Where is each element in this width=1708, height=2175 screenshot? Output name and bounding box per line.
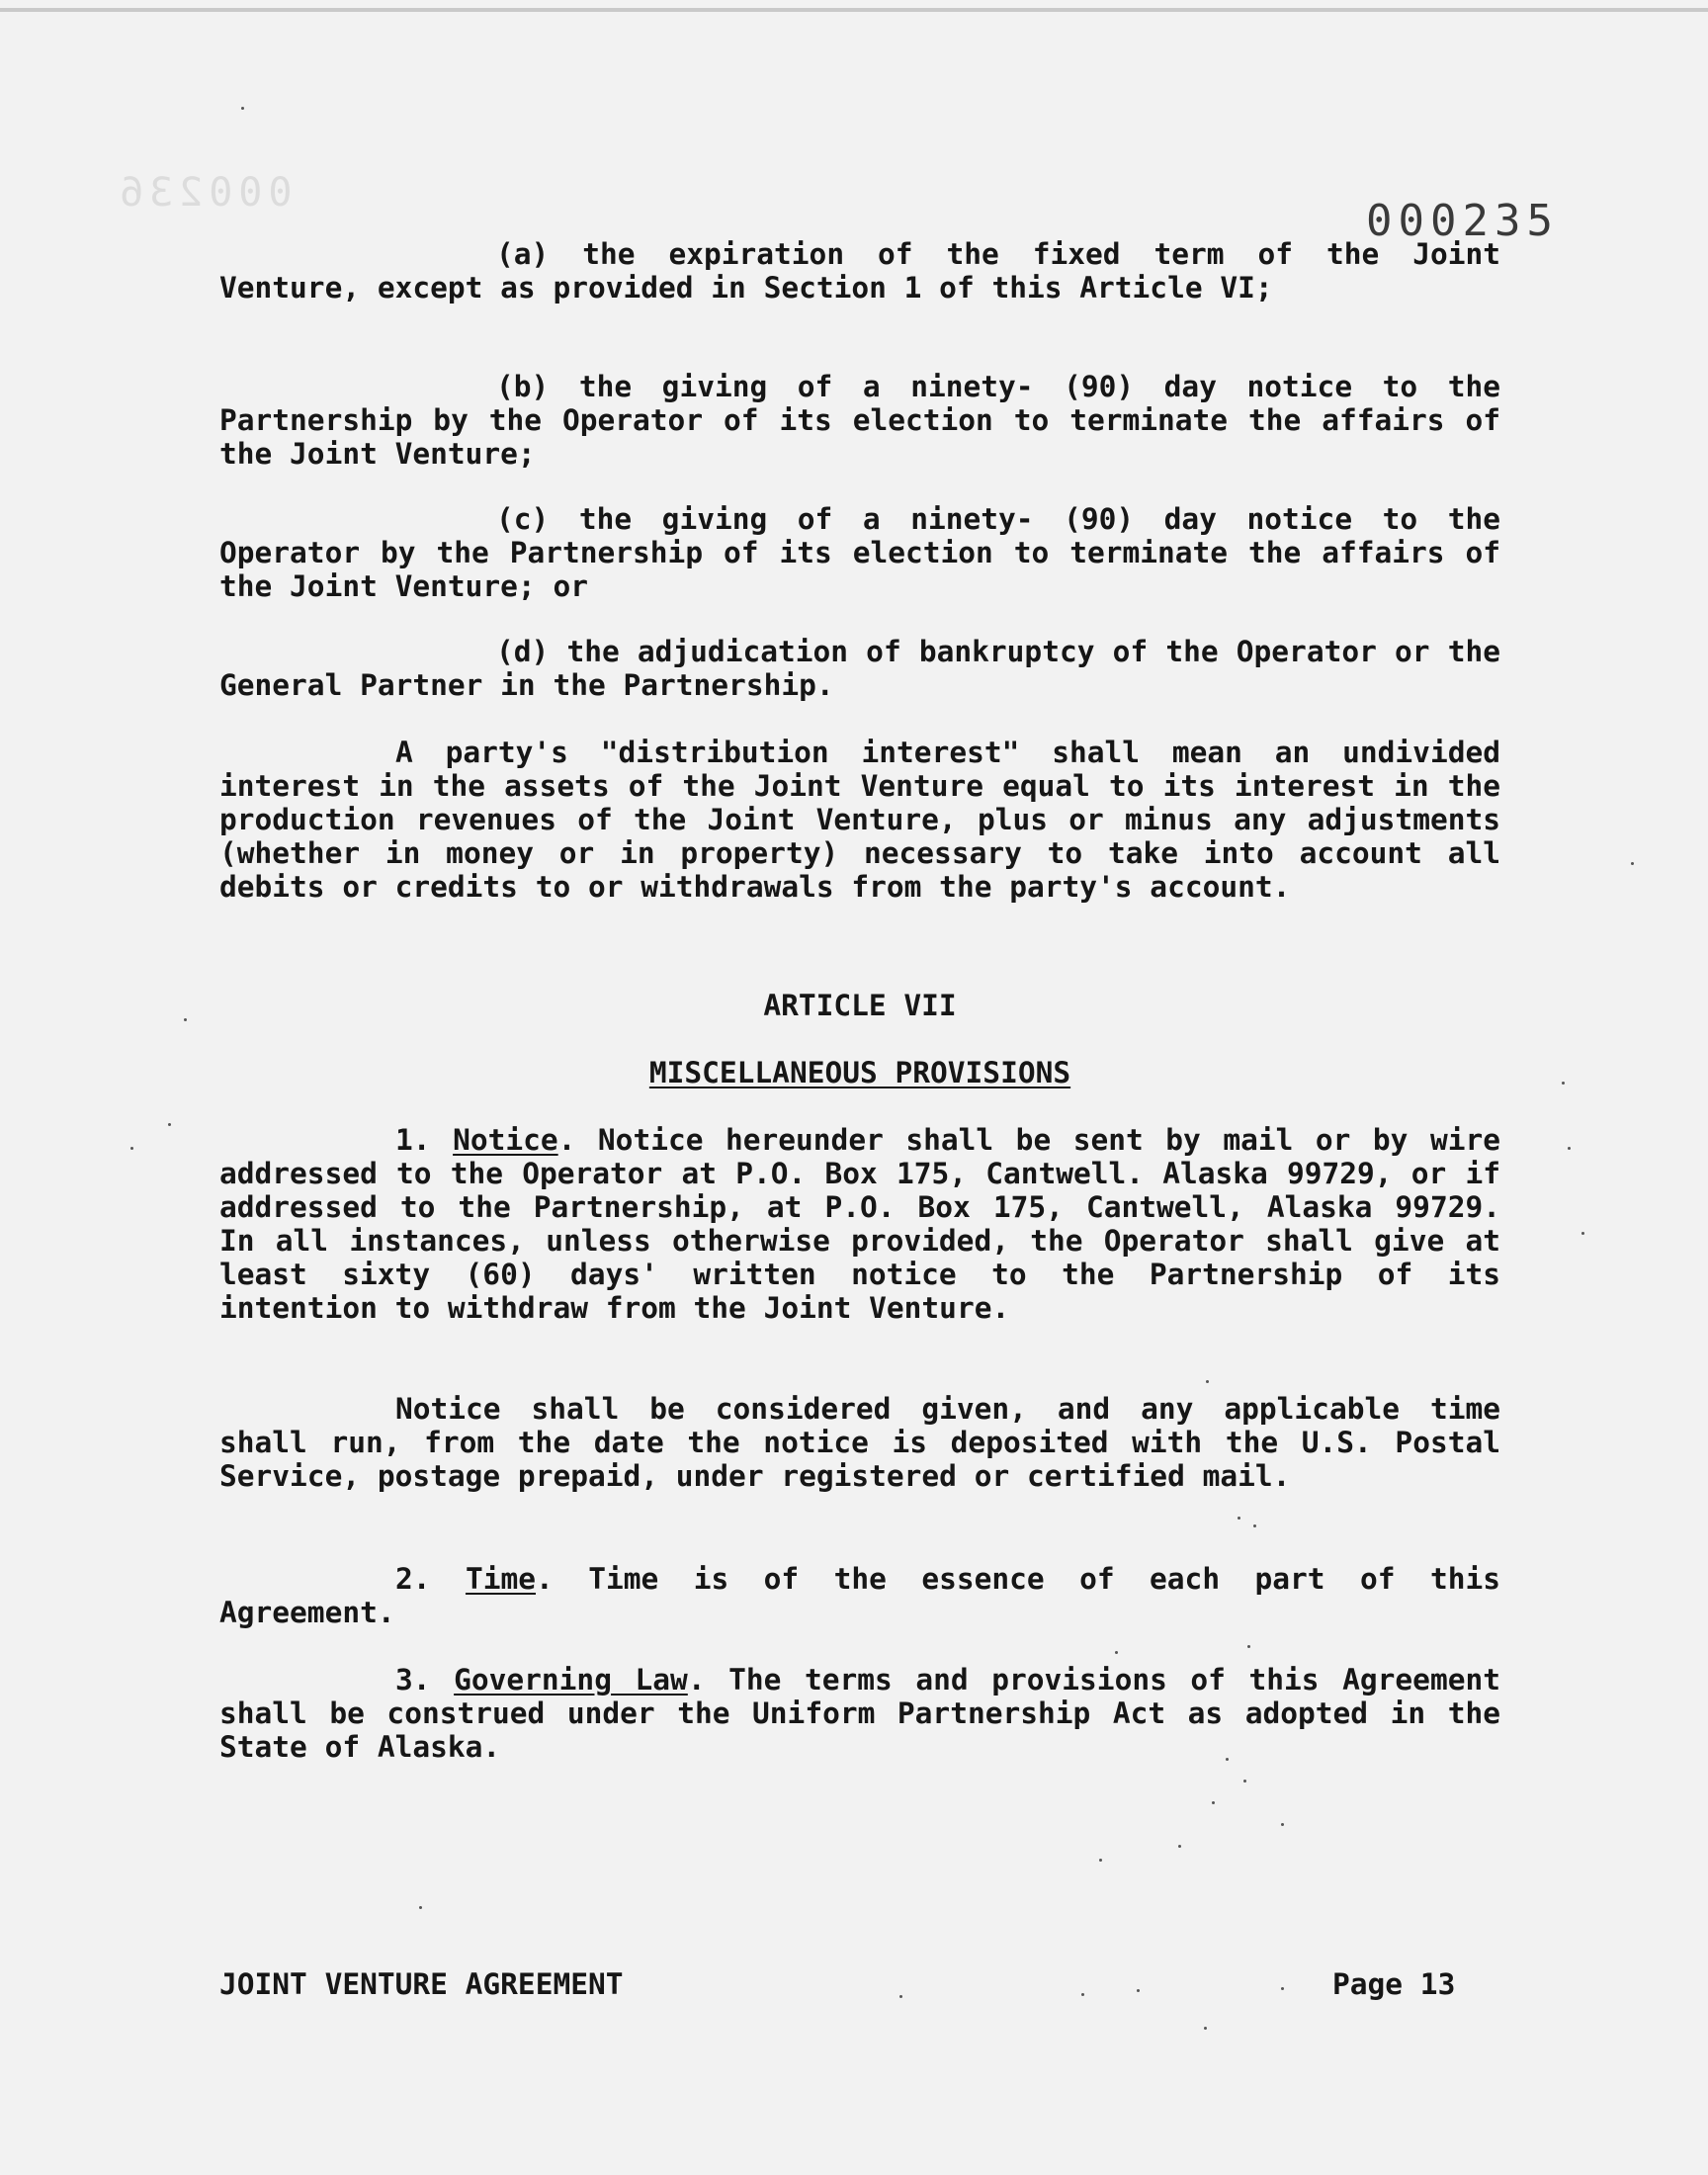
section-time-number: 2. [395,1562,431,1596]
article-title: MISCELLANEOUS PROVISIONS [648,1056,1071,1089]
paragraph-d: (d) the adjudication of bankruptcy of the Operator or the General Partner in the Partnership. [219,635,1500,702]
scan-speck [1562,1082,1565,1085]
scan-speck [1137,1989,1140,1992]
scan-speck [1206,1380,1209,1383]
scan-speck [1115,1651,1118,1654]
scan-speck [1247,1645,1250,1648]
scan-speck [1238,1517,1240,1520]
scan-speck [184,1018,187,1021]
scan-speck [1212,1801,1215,1804]
section-notice-heading: Notice [453,1123,558,1157]
paragraph-a: (a) the expiration of the fixed term of the Joint Venture, except as provided in Section 1 of this Article VI; [219,237,1500,304]
section-notice-body: . Notice hereunder shall be sent by mail or by wire addressed to the Operator at P.O. Box 175, Cantwell. Alaska 99729, or if addressed to the Partnership, at P.O. Box 175, Cantwell, Alaska 99729. In all instances, unless otherwise provided, the Operator shall give at least sixty (60) days' written notice to the Partnership of its intention to withdraw from the Joint Venture. [219,1123,1500,1325]
section-time-body: . Time is of the essence of each part of this Agreement. [219,1562,1500,1629]
section-governing-law [219,1663,1500,1764]
section-notice-number: 1. [395,1123,431,1157]
paragraph-b: (b) the giving of a ninety- (90) day notice to the Partnership by the Operator of its election to terminate the affairs of the Joint Venture; [219,370,1500,471]
scan-speck [1631,862,1634,865]
scan-speck [1243,1780,1246,1783]
paragraph-notice-given: Notice shall be considered given, and any applicable time shall run, from the date the notice is deposited with the U.S. Postal Service, postage prepaid, under registered or certified mail. [219,1392,1500,1493]
ghost-bates-number: 000236 [114,170,293,216]
paragraph-distribution-interest: A party's "distribution interest" shall mean an undivided interest in the assets of the Joint Venture equal to its interest in the production revenues of the Joint Venture, plus or minus any adjustments (whether in money or in property) necessary to take into account all debits or credits to or withdrawals from the party's account. [219,736,1500,904]
section-time-heading: Time [465,1562,537,1596]
section-law-body: . The terms and provisions of this Agreement shall be construed under the Uniform Partnership Act as adopted in the State of Alaska. [219,1663,1500,1764]
footer-page-number: Page 13 [1332,1967,1456,2001]
article-title-wrap [219,1056,1500,1089]
section-time [219,1562,1500,1629]
scan-speck [241,107,244,110]
scan-speck [1226,1758,1229,1761]
scan-edge [0,8,1708,12]
scan-speck [130,1147,133,1150]
article-number: ARTICLE VII [763,989,957,1022]
scan-speck [1081,1993,1084,1996]
scan-speck [168,1123,171,1126]
scan-speck [1568,1147,1571,1150]
scan-speck [1253,1524,1256,1527]
scan-speck [1281,1987,1284,1990]
scan-speck [1581,1232,1584,1235]
footer-title: JOINT VENTURE AGREEMENT [219,1967,624,2001]
scan-speck [1204,2027,1207,2030]
bates-number: 000235 [1366,196,1559,246]
section-notice [219,1123,1500,1325]
scan-speck [1178,1845,1181,1848]
paragraph-c: (c) the giving of a ninety- (90) day notice to the Operator by the Partnership of its election to terminate the affairs of the Joint Venture; or [219,502,1500,603]
scan-speck [899,1995,902,1998]
scan-speck [1281,1823,1284,1826]
section-law-number: 3. [395,1663,431,1696]
scan-speck [419,1906,422,1909]
section-law-heading: Governing Law [454,1663,688,1696]
scan-speck [1099,1859,1102,1862]
